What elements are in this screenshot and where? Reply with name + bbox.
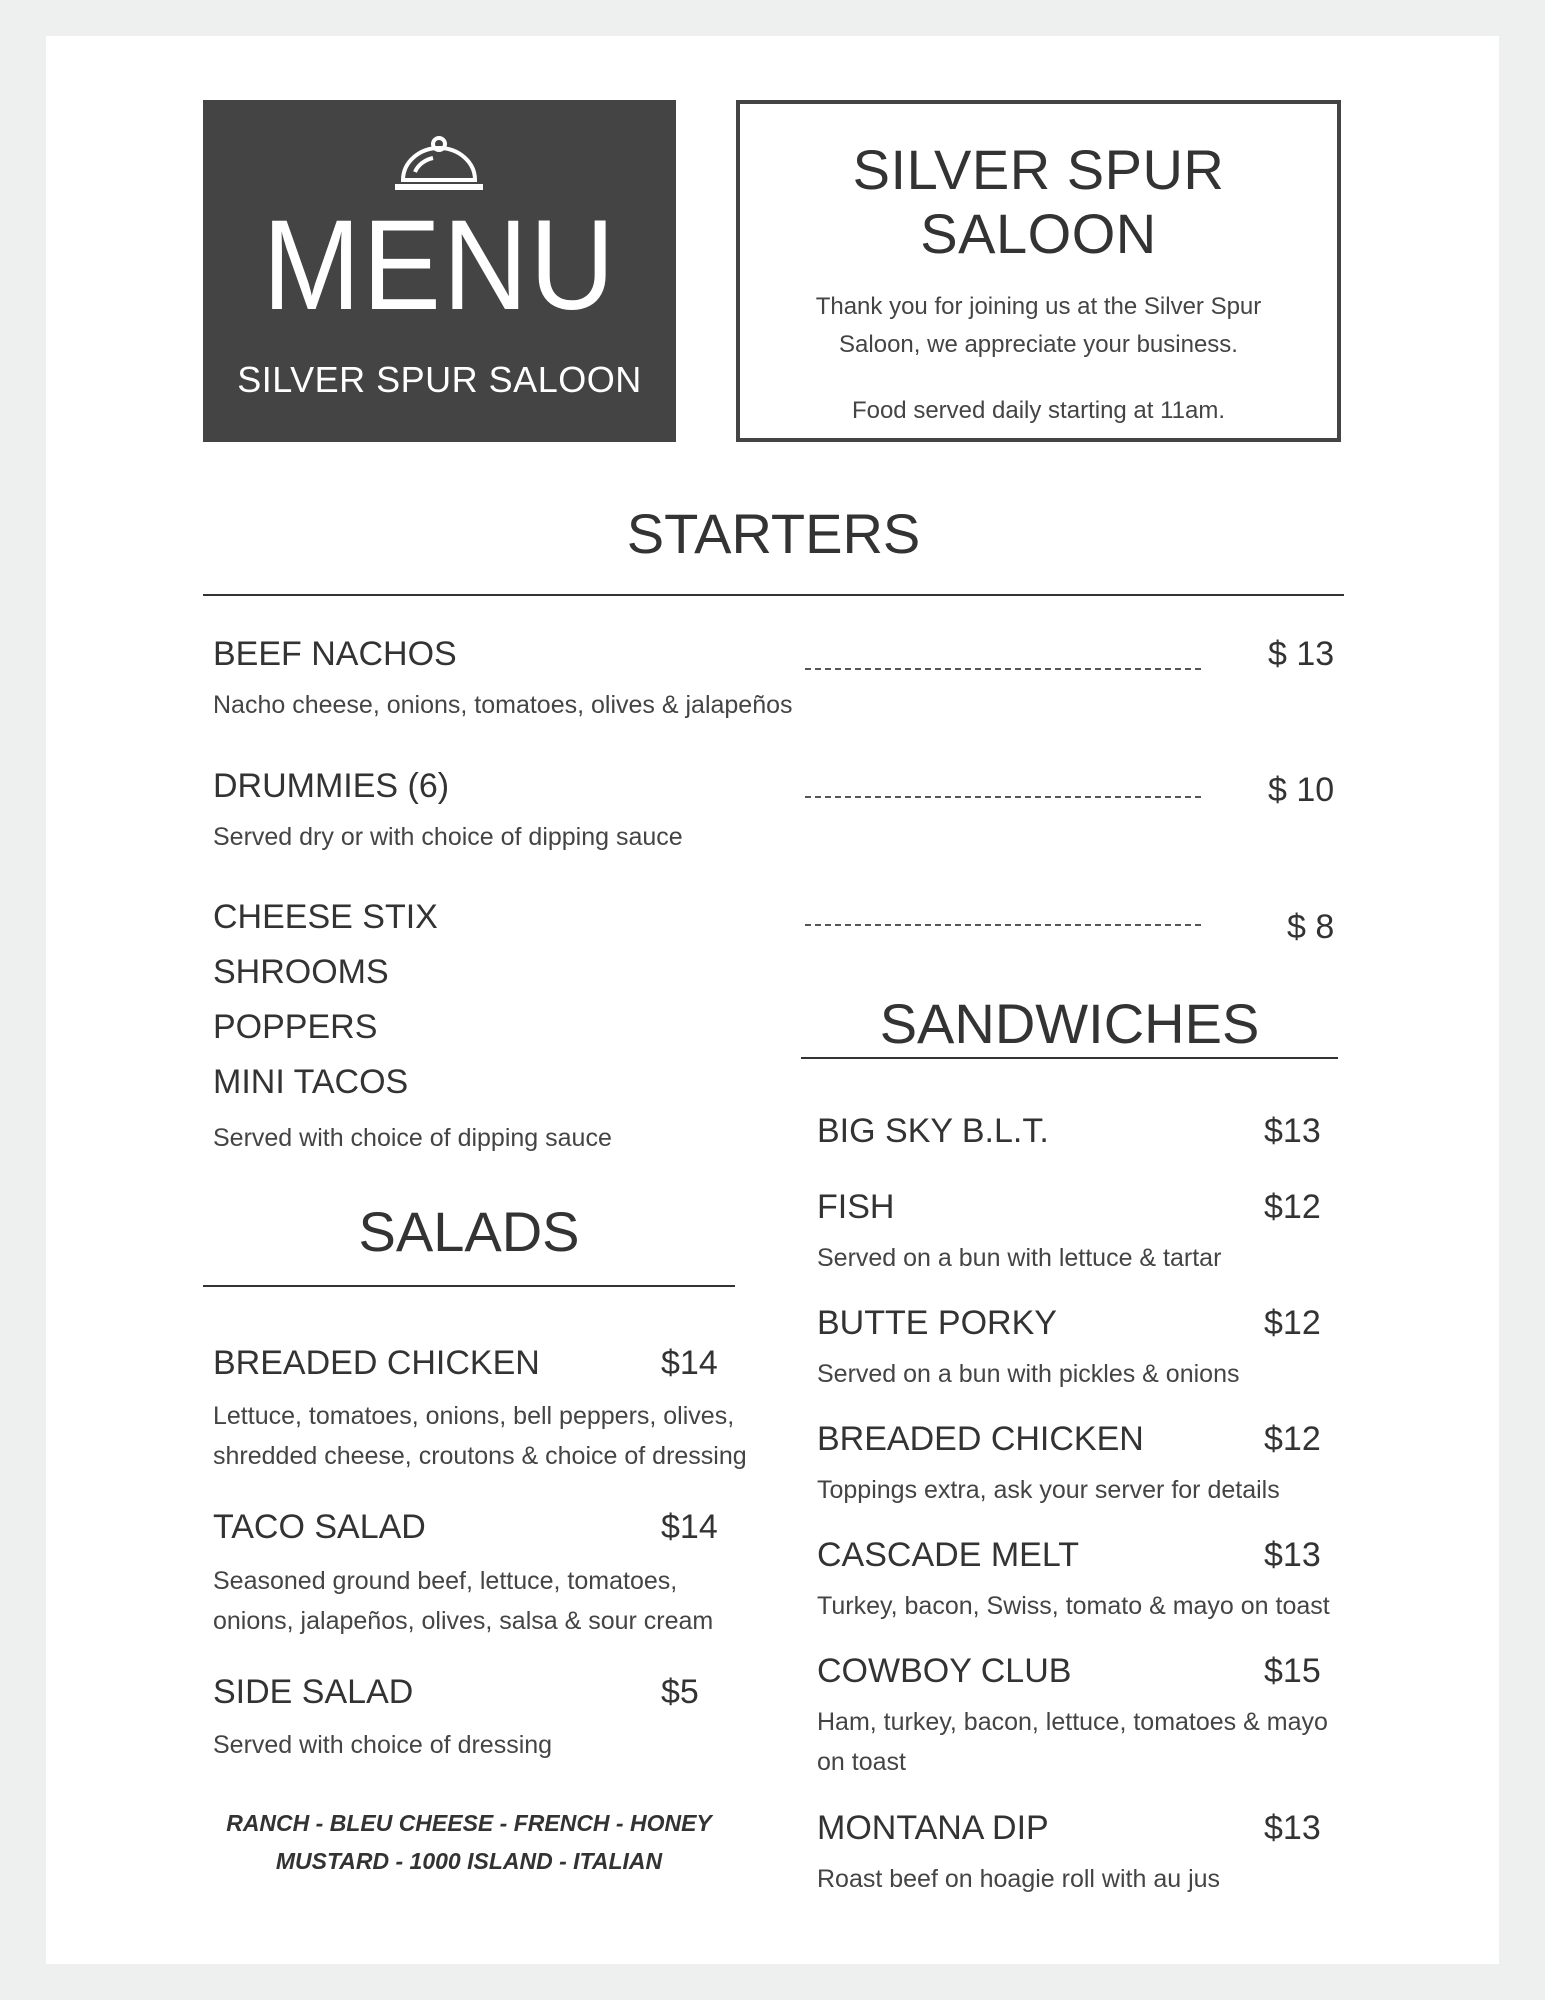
salad-desc: Seasoned ground beef, lettuce, tomatoes, xyxy=(213,1567,678,1595)
starter-price: $ 13 xyxy=(1268,635,1335,673)
sandwich-desc: Roast beef on hoagie roll with au jus xyxy=(817,1865,1221,1893)
hours-text: Food served daily starting at 11am. xyxy=(851,397,1226,424)
price-leader-dots xyxy=(805,796,1201,798)
salad-name: TACO SALAD xyxy=(213,1508,426,1546)
sandwich-price: $13 xyxy=(1264,1809,1321,1847)
starter-name: SHROOMS xyxy=(213,953,389,991)
sandwich-desc: Served on a bun with pickles & onions xyxy=(817,1360,1240,1388)
starter-desc: Nacho cheese, onions, tomatoes, olives & jalapeños xyxy=(213,691,793,719)
starter-name: POPPERS xyxy=(213,1008,378,1046)
restaurant-title: SILVER SPUR SALOON xyxy=(852,138,1225,265)
salad-desc: shredded cheese, croutons & choice of dressing xyxy=(213,1442,747,1470)
sandwich-name: BIG SKY B.L.T. xyxy=(817,1112,1049,1150)
menu-word: MENU xyxy=(262,194,617,337)
starter-name: BEEF NACHOS xyxy=(213,635,457,673)
sandwich-price: $13 xyxy=(1264,1536,1321,1574)
starter-name: DRUMMIES (6) xyxy=(213,767,450,805)
salad-price: $14 xyxy=(661,1508,718,1546)
sandwich-desc: Toppings extra, ask your server for details xyxy=(817,1476,1280,1504)
serving-cloche-icon xyxy=(393,136,485,196)
dressing-line: MUSTARD - 1000 ISLAND - ITALIAN xyxy=(275,1848,663,1874)
price-leader-dots xyxy=(805,924,1201,926)
sandwich-desc: Turkey, bacon, Swiss, tomato & mayo on toast xyxy=(817,1592,1330,1620)
sandwich-name: BREADED CHICKEN xyxy=(817,1420,1144,1458)
sandwich-price: $13 xyxy=(1264,1112,1321,1150)
starters-rule xyxy=(203,594,1344,596)
intro-text: Thank you for joining us at the Silver Spur Saloon, we appreciate your business. xyxy=(815,293,1262,358)
sandwich-price: $12 xyxy=(1264,1304,1321,1342)
sandwiches-rule xyxy=(801,1057,1338,1059)
sandwich-name: COWBOY CLUB xyxy=(817,1652,1072,1690)
sandwich-name: CASCADE MELT xyxy=(817,1536,1079,1574)
starter-price: $ 10 xyxy=(1268,771,1335,809)
menu-title-block xyxy=(203,100,676,442)
menu-subtitle: SILVER SPUR SALOON xyxy=(237,359,642,400)
price-leader-dots xyxy=(805,668,1201,670)
sandwich-desc: on toast xyxy=(817,1748,906,1776)
sandwich-name: MONTANA DIP xyxy=(817,1809,1049,1847)
sandwich-name: BUTTE PORKY xyxy=(817,1304,1057,1342)
sandwich-price: $12 xyxy=(1264,1420,1321,1458)
salad-price: $14 xyxy=(661,1344,718,1382)
starters-heading: STARTERS xyxy=(626,502,921,565)
starter-price: $ 8 xyxy=(1287,908,1335,946)
sandwiches-heading: SANDWICHES xyxy=(879,992,1260,1055)
salad-desc: Served with choice of dressing xyxy=(213,1731,553,1759)
starter-name: MINI TACOS xyxy=(213,1063,409,1101)
salad-price: $5 xyxy=(661,1673,699,1711)
menu-page xyxy=(46,36,1499,1964)
info-box xyxy=(736,100,1341,442)
salads-rule xyxy=(203,1285,735,1287)
dressing-options xyxy=(203,1804,735,1880)
dressing-line: RANCH - BLEU CHEESE - FRENCH - HONEY xyxy=(226,1810,712,1836)
salad-name: SIDE SALAD xyxy=(213,1673,414,1711)
sandwich-desc: Ham, turkey, bacon, lettuce, tomatoes & mayo xyxy=(817,1708,1328,1736)
starter-desc: Served with choice of dipping sauce xyxy=(213,1124,612,1152)
sandwich-price: $12 xyxy=(1264,1188,1321,1226)
salad-name: BREADED CHICKEN xyxy=(213,1344,540,1382)
salad-desc: Lettuce, tomatoes, onions, bell peppers, olives, xyxy=(213,1402,735,1430)
sandwich-name: FISH xyxy=(817,1188,895,1226)
salad-desc: onions, jalapeños, olives, salsa & sour cream xyxy=(213,1607,714,1635)
starter-name: CHEESE STIX xyxy=(213,898,438,936)
sandwich-price: $15 xyxy=(1264,1652,1321,1690)
salads-heading: SALADS xyxy=(358,1200,580,1263)
starter-desc: Served dry or with choice of dipping sauce xyxy=(213,823,683,851)
sandwich-desc: Served on a bun with lettuce & tartar xyxy=(817,1244,1222,1272)
